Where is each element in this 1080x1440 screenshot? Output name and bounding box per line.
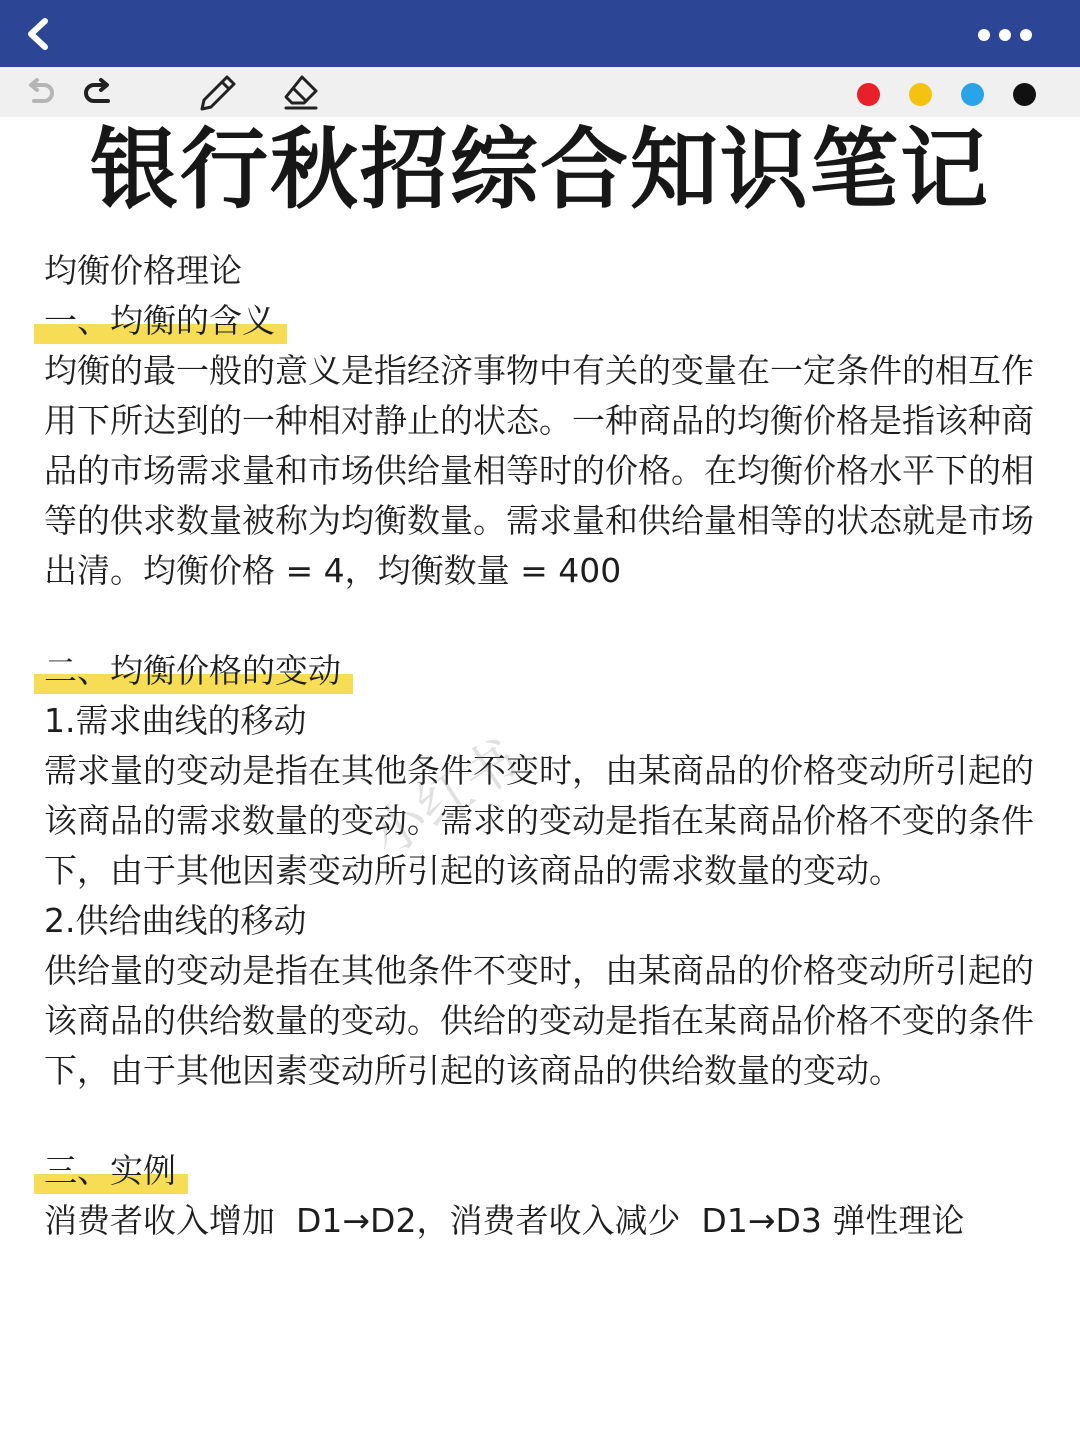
spacer [44, 1096, 1034, 1146]
undo-button[interactable] [22, 75, 58, 111]
more-horizontal-icon [974, 24, 1040, 46]
page-title: 银行秋招综合知识笔记 [89, 118, 990, 221]
chevron-left-icon [18, 14, 58, 54]
pen-icon [198, 73, 238, 113]
section1-body: 均衡的最一般的意义是指经济事物中有关的变量在一定条件的相互作用下所达到的一种相对静止的状态。一种商品的均衡价格是指该种商品的市场需求量和市场供给量相等时的价格。在均衡价格水平下的相等的供求数量被称为均衡数量。需求量和供给量相等的状态就是市场出清。均衡价格 = 4，均衡数量 = 400 [44, 351, 1034, 590]
color-blue-swatch[interactable] [961, 83, 984, 106]
section2-heading: 二、均衡价格的变动 [44, 646, 353, 696]
subsection-demand-title: 1.需求曲线的移动 [44, 701, 307, 740]
color-yellow-swatch[interactable] [909, 83, 932, 106]
eraser-icon [280, 73, 324, 113]
color-red-swatch[interactable] [857, 83, 880, 106]
spacer [44, 596, 1034, 646]
subsection-demand-body: 需求量的变动是指在其他条件不变时，由某商品的价格变动所引起的该商品的需求数量的变动。需求的变动是指在某商品价格不变的条件下，由于其他因素变动所引起的该商品的需求数量的变动。 [44, 751, 1034, 890]
note-content [44, 246, 1034, 1246]
section3-heading: 三、实例 [44, 1146, 188, 1196]
subsection-supply-title: 2.供给曲线的移动 [44, 901, 307, 940]
top-nav-bar [0, 0, 1080, 67]
watermark: 小红书 [360, 727, 531, 869]
subsection-supply-body: 供给量的变动是指在其他条件不变时，由某商品的价格变动所引起的该商品的供给数量的变动。供给的变动是指在某商品价格不变的条件下，由于其他因素变动所引起的该商品的供给数量的变动。 [44, 951, 1034, 1090]
pen-tool[interactable] [198, 73, 238, 113]
redo-icon [80, 75, 116, 111]
eraser-tool[interactable] [280, 73, 324, 113]
back-button[interactable] [18, 14, 58, 54]
section1-heading: 一、均衡的含义 [44, 296, 287, 346]
redo-button[interactable] [80, 75, 116, 111]
topic-heading: 均衡价格理论 [44, 251, 242, 290]
section3-body: 消费者收入增加 D1→D2，消费者收入减少 D1→D3 弹性理论 [44, 1201, 965, 1240]
more-button[interactable] [974, 24, 1040, 46]
color-black-swatch[interactable] [1013, 83, 1036, 106]
undo-icon [22, 75, 58, 111]
